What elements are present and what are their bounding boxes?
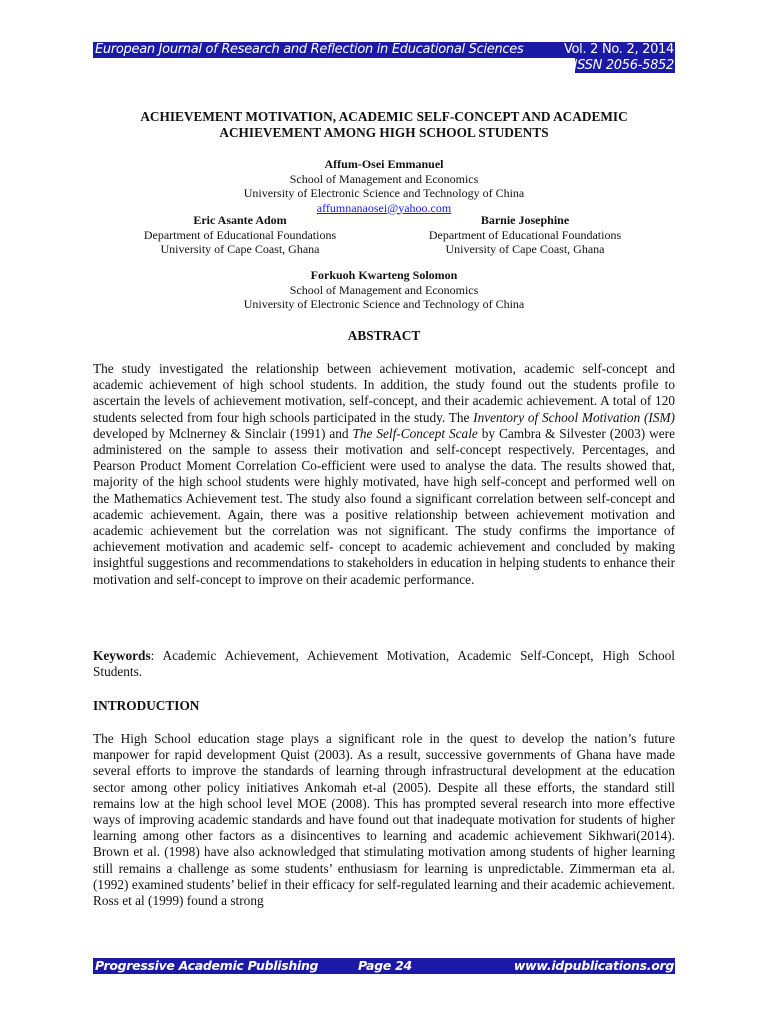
abstract-scs-title: The Self-Concept Scale [352, 425, 478, 441]
intro-heading: INTRODUCTION [93, 698, 200, 713]
author-block-3 [395, 213, 655, 257]
author-name: Affum-Osei Emmanuel [324, 157, 444, 171]
abstract-text-a: The study investigated the relationship between achievement motivation, academic self-concept and academic achievement of high school students. In addition, the study found out the students profile to ascertain the levels of achievement motivation, self-concept, and their academic achievement. A total of 120 students selected from four high schools participated in the study. The [93, 361, 675, 425]
author-block-4 [93, 268, 675, 312]
journal-name: European Journal of Research and Reflection in Educational Sciences [95, 42, 524, 57]
paper-title [93, 109, 675, 141]
author-univ: University of Cape Coast, Ghana [160, 242, 320, 256]
abstract-text-b: developed by Mclnerney & Sinclair (1991) and [93, 425, 353, 441]
author-dept: Department of Educational Foundations [143, 227, 337, 242]
author-dept: School of Management and Economics [289, 171, 479, 186]
title-line-1: ACHIEVEMENT MOTIVATION, ACADEMIC SELF-CONCEPT AND ACADEMIC [140, 109, 628, 124]
abstract-ism-title: Inventory of School Motivation (ISM) [473, 409, 675, 425]
author-univ: University of Cape Coast, Ghana [445, 242, 605, 256]
title-line-2: ACHIEVEMENT AMONG HIGH SCHOOL STUDENTS [219, 125, 549, 140]
footer-publisher: Progressive Academic Publishing [95, 958, 319, 973]
author-email-link[interactable]: affumnanaosei@yahoo.com [316, 200, 452, 215]
abstract-heading: ABSTRACT [347, 328, 421, 343]
author-name: Barnie Josephine [480, 213, 570, 227]
author-dept: Department of Educational Foundations [428, 227, 622, 242]
keywords [93, 648, 675, 680]
journal-volume: Vol. 2 No. 2, 2014 [563, 42, 674, 57]
footer-page-number: Page 24 [358, 958, 412, 973]
footer-url[interactable]: www.idpublications.org [513, 958, 674, 973]
author-name: Eric Asante Adom [193, 213, 287, 227]
author-univ: University of Electronic Science and Technology of China [243, 186, 525, 200]
abstract-text-c: by Cambra & Silvester (2003) were administered on the sample to assess their motivation and self-concept respectively. Percentages, and Pearson Product Moment Correlation Co-efficient were used to analyse the data. The results showed that, majority of the high school students were highly motivated, have high self-concept and performed well on the Mathematics Achievement test. The study also found a significant correlation between self-concept and academic achievement. Again, there was a positive relationship between achievement motivation and academic achievement but the correlation was not significant. The study confirms the importance of achievement motivation and academic self- concept to academic achievement and concluded by making insightful suggestions and recommendations to stakeholders in education in helping students to enhance their motivation and self-concept to improve on their academic performance. [93, 425, 675, 587]
keywords-text: : Academic Achievement, Achievement Motivation, Academic Self-Concept, High School Students. [93, 648, 675, 680]
author-block-1 [93, 157, 675, 215]
author-univ: University of Electronic Science and Technology of China [243, 297, 525, 311]
journal-issn: ISSN 2056-5852 [573, 58, 674, 73]
intro-text: The High School education stage plays a significant role in the quest to develop the nation’s future manpower for rapid development Quist (2003). As a result, successive governments of Ghana have made several efforts to improve the standards of learning through infrastructural development at the education sector among other policy initiatives Ankomah et-al (2005). Despite all these efforts, the standard still remains low at the high school level MOE (2008). This has prompted several research into more effective ways of improving academic standards and have found out that inadequate motivation for students of higher learning among other factors as a disincentives to learning and academic achievement Sikhwari(2014). Brown et al. (1998) have also acknowledged that stimulating motivation among students of higher learning still remains a challenge as some students’ enthusiasm for learning is unpredictable. Zimmerman eta al. (1992) examined students’ belief in their efficacy for self-regulated learning and their academic achievement. Ross et al (1999) found a strong [93, 731, 675, 909]
author-dept: School of Management and Economics [289, 282, 479, 297]
author-block-2 [110, 213, 370, 257]
abstract-text [93, 361, 675, 588]
keywords-label: Keywords [93, 648, 151, 663]
author-name: Forkuoh Kwarteng Solomon [310, 268, 458, 282]
